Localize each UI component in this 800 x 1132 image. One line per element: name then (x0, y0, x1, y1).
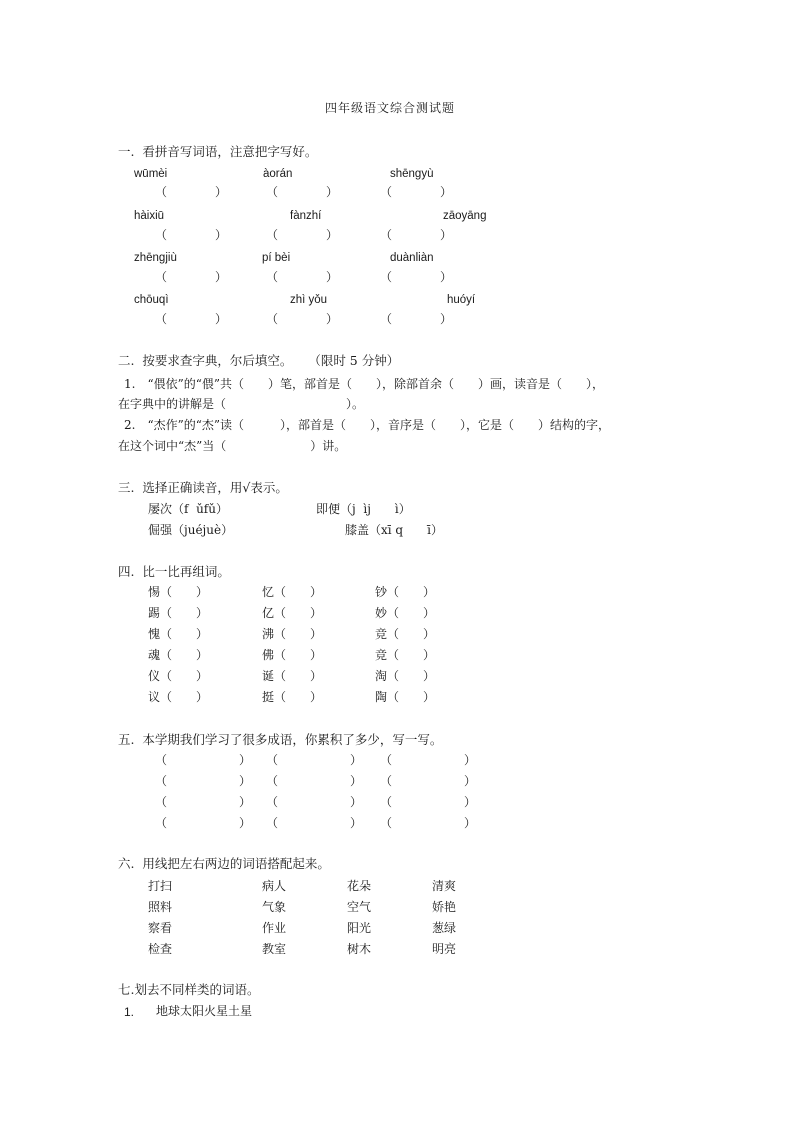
match-word: 阳光 (347, 921, 372, 935)
pinyin-11: zhì yǒu (290, 294, 328, 306)
compare-char: 议 (148, 690, 161, 704)
answer-blank: （ ） (266, 312, 339, 326)
answer-blank: （ ） (380, 185, 453, 199)
word-blank: （ ） (160, 606, 209, 620)
question-2-1-line-1: 1. “偎依”的“偎”共（ ）笔，部首是（ ），除部首余（ ）画，读音是（ ）， (124, 377, 604, 391)
match-word: 花朵 (347, 879, 372, 893)
compare-char: 竞 (375, 627, 388, 641)
word-blank: （ ） (160, 585, 209, 599)
idiom-blank: （ ） (155, 795, 252, 809)
pinyin-3: shēngyù (390, 168, 434, 180)
compare-char: 魂 (148, 648, 161, 662)
answer-blank: （ ） (155, 270, 228, 284)
compare-char: 愧 (148, 627, 161, 641)
answer-blank: （ ） (266, 270, 339, 284)
word-blank: （ ） (274, 627, 323, 641)
idiom-blank: （ ） (155, 774, 252, 788)
compare-char: 陶 (375, 690, 388, 704)
reading-item-3: 倔强（juéjuè） (148, 523, 234, 537)
word-blank: （ ） (387, 627, 436, 641)
reading-item-2: 即便（j ìj ì） (316, 502, 411, 516)
match-word: 空气 (347, 900, 372, 914)
word-blank: （ ） (274, 606, 323, 620)
compare-char: 竞 (375, 648, 388, 662)
answer-blank: （ ） (266, 185, 339, 199)
compare-char: 佛 (262, 648, 275, 662)
compare-char: 妙 (375, 606, 388, 620)
idiom-blank: （ ） (380, 795, 477, 809)
section-5-heading: 五. 本学期我们学习了很多成语，你累积了多少，写一写。 (118, 732, 443, 747)
match-word: 葱绿 (432, 921, 457, 935)
answer-blank: （ ） (266, 228, 339, 242)
match-word: 打扫 (148, 879, 173, 893)
pinyin-4: hàixiū (134, 210, 165, 222)
compare-char: 淘 (375, 669, 388, 683)
compare-char: 挺 (262, 690, 275, 704)
compare-char: 惕 (148, 585, 161, 599)
word-blank: （ ） (274, 669, 323, 683)
word-blank: （ ） (274, 648, 323, 662)
word-blank: （ ） (274, 585, 323, 599)
section-2-heading: 二. 按要求查字典，尔后填空。 （限时 5 分钟） (118, 353, 400, 368)
question-7-1-number: 1. (124, 1005, 135, 1019)
answer-blank: （ ） (155, 312, 228, 326)
word-blank: （ ） (160, 669, 209, 683)
idiom-blank: （ ） (380, 816, 477, 830)
match-word: 病人 (262, 879, 287, 893)
word-blank: （ ） (160, 627, 209, 641)
idiom-blank: （ ） (266, 753, 363, 767)
idiom-blank: （ ） (155, 753, 252, 767)
pinyin-10: chōuqì (134, 294, 169, 306)
compare-char: 亿 (262, 606, 275, 620)
compare-char: 踢 (148, 606, 161, 620)
section-6-heading: 六. 用线把左右两边的词语搭配起来。 (118, 856, 330, 871)
idiom-blank: （ ） (266, 816, 363, 830)
pinyin-1: wūmèi (134, 168, 168, 180)
pinyin-6: zāoyāng (443, 210, 487, 222)
section-7-heading: 七.划去不同样类的词语。 (118, 982, 260, 997)
idiom-blank: （ ） (266, 795, 363, 809)
section-3-heading: 三. 选择正确读音，用√表示。 (118, 480, 288, 495)
match-word: 照料 (148, 900, 173, 914)
question-2-1-line-2: 在字典中的讲解是（ ）。 (118, 397, 365, 411)
pinyin-8: pí bèi (262, 252, 291, 264)
idiom-blank: （ ） (380, 753, 477, 767)
answer-blank: （ ） (380, 312, 453, 326)
section-1-heading: 一. 看拼音写词语，注意把字写好。 (118, 144, 318, 159)
idiom-blank: （ ） (266, 774, 363, 788)
word-blank: （ ） (160, 690, 209, 704)
question-2-2-line-1: 2. “杰作”的“杰”读（ ），部首是（ ），音序是（ ），它是（ ）结构的字， (124, 418, 610, 432)
answer-blank: （ ） (380, 270, 453, 284)
pinyin-9: duànliàn (390, 252, 434, 264)
compare-char: 仪 (148, 669, 161, 683)
compare-char: 钞 (375, 585, 388, 599)
answer-blank: （ ） (155, 228, 228, 242)
question-2-2-line-2: 在这个词中“杰”当（ ）讲。 (118, 439, 347, 453)
match-word: 作业 (262, 921, 287, 935)
pinyin-12: huóyí (447, 294, 476, 306)
match-word: 娇艳 (432, 900, 457, 914)
reading-item-4: 膝盖（xī q ī） (345, 523, 443, 537)
word-blank: （ ） (387, 606, 436, 620)
compare-char: 诞 (262, 669, 275, 683)
match-word: 清爽 (432, 879, 457, 893)
pinyin-5: fànzhí (290, 210, 322, 222)
word-blank: （ ） (160, 648, 209, 662)
section-4-heading: 四. 比一比再组词。 (118, 564, 230, 579)
match-word: 教室 (262, 942, 287, 956)
word-blank: （ ） (387, 669, 436, 683)
word-blank: （ ） (387, 648, 436, 662)
idiom-blank: （ ） (380, 774, 477, 788)
word-blank: （ ） (274, 690, 323, 704)
answer-blank: （ ） (155, 185, 228, 199)
match-word: 气象 (262, 900, 287, 914)
pinyin-7: zhēngjiù (134, 252, 177, 264)
reading-item-1: 屡次（f ǔfǔ） (148, 502, 228, 516)
compare-char: 忆 (262, 585, 275, 599)
answer-blank: （ ） (380, 228, 453, 242)
pinyin-2: àorán (263, 168, 293, 180)
question-7-1-text: 地球太阳火星土星 (156, 1004, 253, 1018)
idiom-blank: （ ） (155, 816, 252, 830)
match-word: 察看 (148, 921, 173, 935)
word-blank: （ ） (387, 690, 436, 704)
compare-char: 沸 (262, 627, 275, 641)
match-word: 树木 (347, 942, 372, 956)
match-word: 检查 (148, 942, 173, 956)
match-word: 明亮 (432, 942, 457, 956)
word-blank: （ ） (387, 585, 436, 599)
page-title: 四年级语文综合测试题 (325, 101, 456, 115)
